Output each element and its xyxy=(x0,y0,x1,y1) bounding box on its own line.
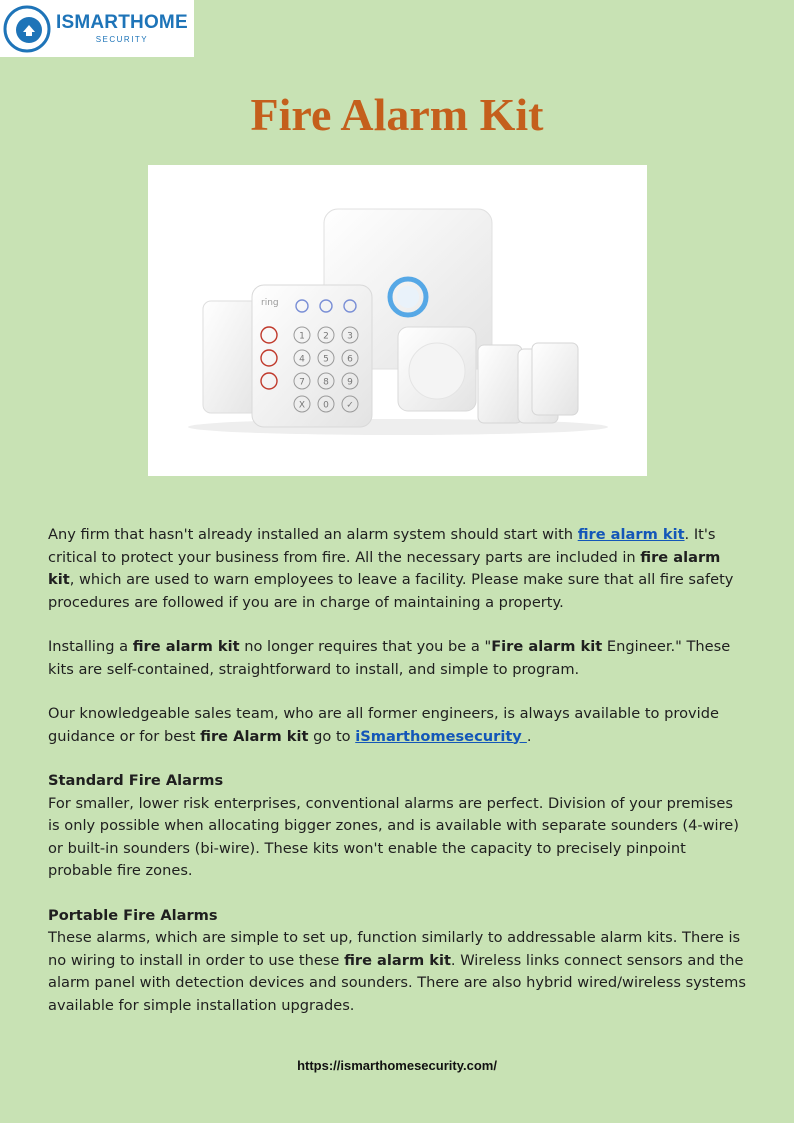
site-logo[interactable] xyxy=(0,0,194,57)
keypad-key-label: 0 xyxy=(323,400,329,411)
motion-sensor xyxy=(398,327,476,411)
keypad-key-label: ✓ xyxy=(346,400,354,411)
keypad-key-label: 8 xyxy=(323,377,329,388)
logo-sub-text: SECURITY xyxy=(95,35,149,44)
paragraph-intro: Any firm that hasn't already installed an alarm system should start with fire alarm kit. It's critical to protect your business from fire. All the necessary parts are included in fire alarm kit, which are used to warn employees to leave a facility. Please make sure that all fire safety procedures are followed if you are in charge of maintaining a property. xyxy=(48,526,734,611)
logo-emblem-icon xyxy=(2,3,52,55)
fire-alarm-kit-link[interactable]: fire alarm kit xyxy=(577,526,685,543)
keypad-brand: ring xyxy=(261,298,279,308)
heading-standard-fire-alarms: Standard Fire Alarms xyxy=(48,772,224,789)
paragraph-standard: For smaller, lower risk enterprises, conventional alarms are perfect. Division of your premises is only possible when allocating bigger zones, and is available with separate sounders (4-wire) or built-in sounders (bi-wire). These kits won't enable the capacity to precisely pinpoint probable fire zones. xyxy=(48,794,739,879)
keypad-key-label: 5 xyxy=(323,354,329,365)
keypad-key-label: 9 xyxy=(347,377,353,388)
keypad-key-label: 6 xyxy=(347,354,353,365)
footer-url[interactable]: https://ismarthomesecurity.com/ xyxy=(297,1058,497,1073)
contact-sensors-right xyxy=(478,343,578,423)
paragraph-sales-team: Our knowledgeable sales team, who are all former engineers, is always available to provide guidance or for best fire Alarm kit go to iSmarthomesecurity . xyxy=(48,705,719,745)
product-image xyxy=(148,165,647,476)
paragraph-portable: These alarms, which are simple to set up, function similarly to addressable alarm kits. There is no wiring to install in order to use these fire alarm kit. Wireless links connect sensors and the alarm panel with detection devices and sounders. There are also hybrid wired/wireless systems available for simple installation upgrades. xyxy=(48,929,746,1014)
keypad-key-label: X xyxy=(298,400,306,411)
article-body xyxy=(48,524,748,1017)
heading-portable-fire-alarms: Portable Fire Alarms xyxy=(48,906,218,924)
paragraph-installing: Installing a fire alarm kit no longer requires that you be a "Fire alarm kit Engineer." These kits are self-contained, straightforward to install, and simple to program. xyxy=(48,638,731,678)
ismarthomesecurity-link[interactable]: iSmarthomesecurity xyxy=(355,727,527,745)
keypad-key-label: 4 xyxy=(299,354,305,365)
keypad-key-label: 7 xyxy=(299,377,305,388)
keypad xyxy=(252,285,372,427)
keypad-key-label: 2 xyxy=(323,331,329,342)
logo-brand-text: ISMARTHOME xyxy=(56,12,188,33)
keypad-key-label: 3 xyxy=(347,331,353,342)
page-title: Fire Alarm Kit xyxy=(250,89,544,140)
keypad-key-label: 1 xyxy=(299,331,305,342)
